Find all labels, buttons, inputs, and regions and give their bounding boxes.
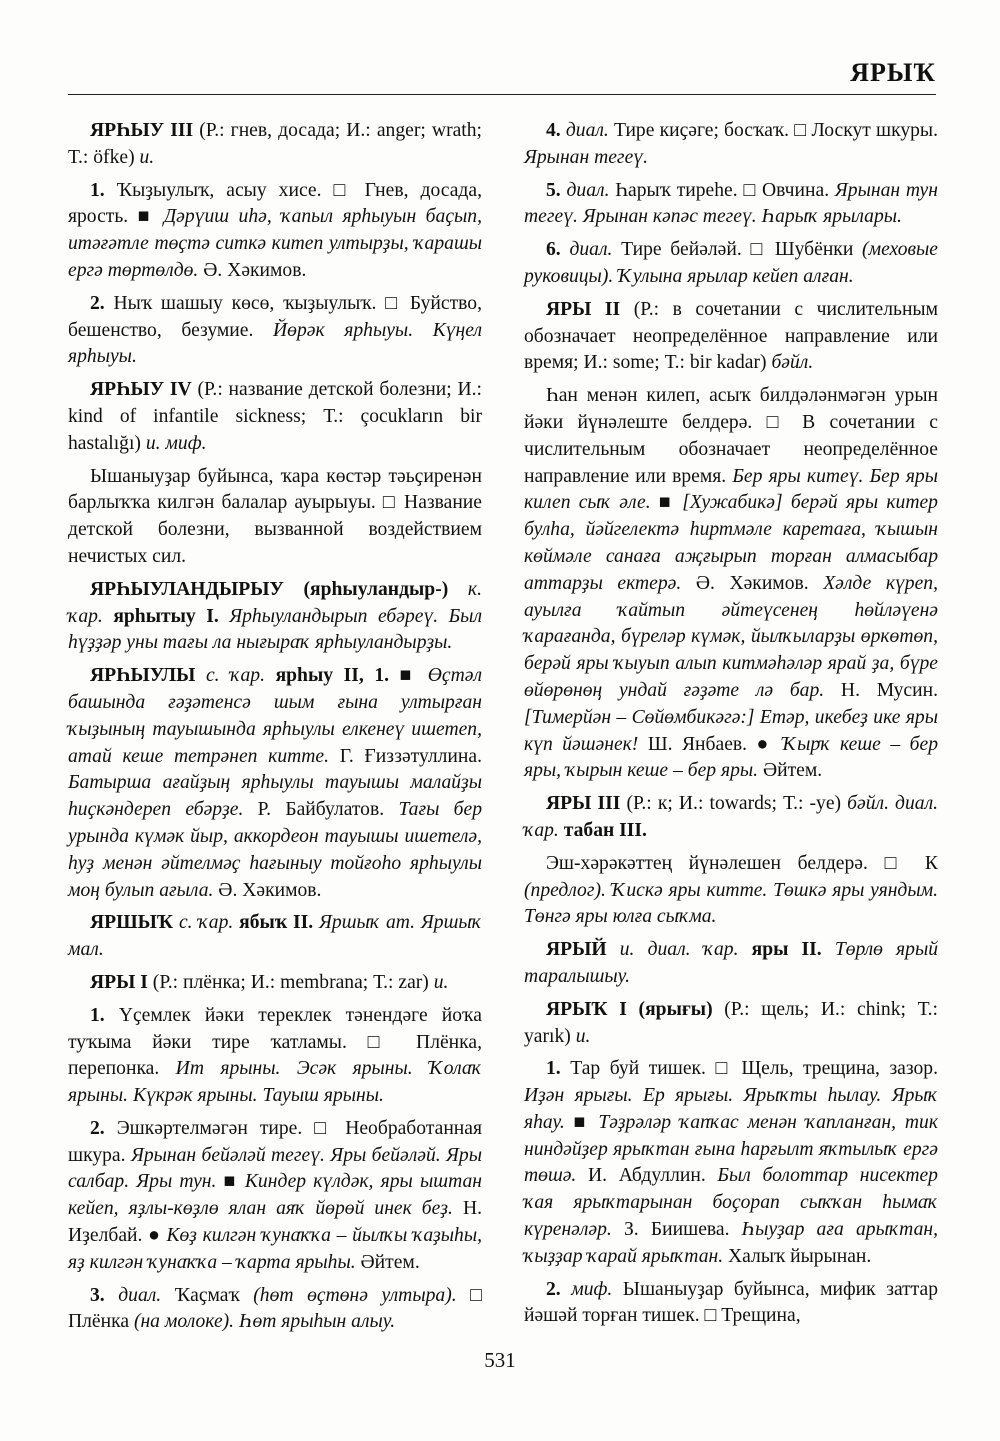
italic-text: Дәрүиш иһә, ҡапыл ярһыуын баҫып, итәғәтле төҫтә ситкә китеп ултырҙы, ҡарашы ергә төртөлдө.: [68, 206, 482, 281]
italic-text: и. диал. ҡар.: [619, 939, 739, 961]
italic-text: миф.: [571, 1278, 613, 1300]
dictionary-paragraph: [68, 910, 482, 964]
entry-text: (Р.: к; И.: towards; Т.: -ye): [620, 793, 848, 815]
dictionary-paragraph: [68, 377, 482, 457]
italic-text: (предлог). Ҡискә яры китте. Төшкә яры уяндым. Төнгә яры юлға сыҡма.: [524, 879, 938, 928]
italic-text: Тәҙрәләр ҡапҡас менән ҡапланған, тик ниндәйҙер ярыҡтан ғына һарғылт яҡтылыҡ ергә төшә.: [524, 1111, 938, 1187]
dictionary-paragraph: [524, 851, 938, 931]
entry-text: Ҡаҫмаҡ: [161, 1284, 254, 1306]
sense-number: 5.: [546, 179, 561, 201]
entry-text: Ныҡ шашыу көсө, ҡыҙыулыҡ. □ Буйство, бешенство, безумие.: [68, 292, 482, 341]
headword: ЯРҺЫУЛАНДЫРЫУ (ярһыуландыр-): [90, 578, 449, 600]
sense-number: 4.: [546, 120, 561, 141]
entry-text: И. Абдуллин.: [576, 1165, 718, 1187]
sense-number: 2.: [90, 292, 105, 314]
sense-number: ябыҡ II.: [239, 912, 314, 934]
italic-text: диал.: [566, 179, 610, 201]
dictionary-paragraph: [68, 118, 482, 172]
dictionary-paragraph: [524, 997, 938, 1051]
italic-text: (меховые руковицы). Ҡулына ярылар кейеп алған.: [524, 239, 938, 287]
italic-text: (на молоке). Һөт ярыһын алыу.: [133, 1311, 396, 1333]
sense-number: 3.: [90, 1284, 105, 1306]
italic-text: Яршыҡ ат. Яршыҡ мал.: [68, 912, 482, 961]
entry-text: Н. Мусин.: [824, 679, 938, 701]
entry-text: Һан менән килеп, асыҡ билдәләнмәгән урын йәки йүнәлеште белдерә. □ В сочетании с числительным обозначает неопределённое направление или время.: [524, 385, 938, 487]
italic-text: Һыуҙар аға арыҡтан, ҡыҙҙар ҡарай ярыҡтан.: [524, 1219, 938, 1267]
italic-text: диал.: [565, 120, 609, 141]
entry-text: (Р.: щель; И.: chink; Т.: yarık): [524, 998, 938, 1047]
entry-text: Ә. Хәкимов.: [681, 572, 824, 594]
italic-text: Иҙән ярығы. Ер ярығы. Ярыҡты һылау. Ярыҡ яһау.: [524, 1085, 938, 1133]
dictionary-paragraph: [68, 178, 482, 285]
entry-text: Ш. Янбаев. ●: [638, 733, 783, 755]
entry-text: Үҫемлек йәки тереклек тәнендәге йоҡа туҡыма йәки тире ҡатламы. □ Плёнка, перепонка.: [68, 1004, 482, 1080]
italic-text: с. ҡар.: [178, 912, 234, 934]
headword: ЯРҺЫУЛЫ: [90, 665, 196, 687]
entry-text: [265, 665, 276, 686]
entry-text: ■: [216, 1171, 245, 1193]
italic-text: Көҙ килгән ҡунаҡҡа – йылҡы ҡаҙыһы, яҙ килгән ҡунаҡҡа – ҡарта ярыһы.: [68, 1225, 482, 1273]
italic-text: Ярынан тун тегеү. Ярынан кәпәс тегеү. Һарыҡ ярылары.: [524, 179, 938, 228]
entry-text: [822, 939, 835, 960]
dictionary-paragraph: [524, 791, 938, 845]
dictionary-paragraph: [68, 970, 482, 997]
italic-text: Ярынан тегеү.: [524, 146, 648, 168]
italic-text: с. ҡар.: [205, 665, 265, 687]
entry-text: [607, 939, 620, 960]
entry-text: [561, 1279, 572, 1300]
sense-number: 6.: [546, 239, 561, 261]
italic-text: (һөт өҫтөнә ултыра).: [253, 1284, 457, 1306]
italic-text: [Хужабикә] берәй яры китер булһа, йәйгелектә һиртмәле каретаға, ҡышын көймәле санаға аҗғырып торған алмасыбар аттарҙы ектерә.: [524, 492, 938, 594]
dictionary-paragraph: [68, 663, 482, 904]
entry-text: Әйтем.: [758, 760, 823, 782]
entry-text: [105, 1285, 119, 1306]
entry-text: [738, 939, 751, 960]
entry-text: [103, 606, 113, 627]
entry-text: (Р.: в сочетании с числительным обозначает неопределённое направление или время; И.: some; Т.: bir kadar): [524, 298, 938, 374]
italic-text: [Тимерйән – Сөйөмбикәгә:] Етәр, икебеҙ ике яры күп йәшәнек!: [524, 706, 938, 755]
sense-number: табан III.: [563, 819, 647, 841]
entry-text: Ышаныуҙар буйынса, мифик заттар йәшәй торған тишек. □ Трещина,: [524, 1278, 938, 1327]
entry-text: ■: [564, 1111, 599, 1133]
headword: ЯРЫЙ: [546, 939, 607, 961]
headword: ЯРЫ I: [90, 971, 148, 993]
entry-text: (Р.: плёнка; И.: membrana; Т.: zar): [147, 971, 434, 993]
italic-text: Өҫтәл башында ғәҙәтенсә шым ғына ултырған ҡыҙының тауышында ярһыулы елкенеү ишетеп, атай кеше тетрәнеп китте.: [68, 665, 482, 767]
entry-text: ■: [650, 492, 683, 514]
dictionary-paragraph: [68, 291, 482, 371]
entry-text: З. Биишева.: [611, 1219, 742, 1241]
entry-text: Тире киҫәге; босҡаҡ. □ Лоскут шкуры.: [608, 120, 938, 141]
page-number: 531: [484, 1348, 516, 1372]
italic-text: диал.: [118, 1284, 162, 1306]
italic-text: и.: [575, 1025, 591, 1047]
headword: ЯРШЫҠ: [90, 912, 174, 934]
headword: ЯРҺЫУ IV: [90, 379, 192, 401]
entry-text: Н. Иҙелбай. ●: [68, 1198, 482, 1247]
dictionary-paragraph: [68, 1283, 482, 1337]
italic-text: диал.: [569, 239, 613, 261]
right-column: [524, 118, 938, 1336]
italic-text: Тағы бер урында күмәк йыр, аккордеон тауышы ишетелә, һуҙ менән әйтелмәҫ һағыныу тойғоһо ярһыулы моң булып ағыла.: [68, 799, 483, 901]
entry-text: Ышаныуҙар буйынса, ҡара көстәр тәьҫиренән барлыҡҡа килгән балалар ауырыуы. □ Название детской болезни, вызванной воздействием нечистых сил.: [68, 465, 482, 567]
headword: ЯРЫҠ I (ярығы): [546, 998, 713, 1020]
sense-number: 2.: [90, 1117, 105, 1139]
dictionary-paragraph: [68, 1116, 482, 1277]
italic-text: бәйл. диал. ҡар.: [524, 793, 939, 841]
dictionary-paragraph: [524, 178, 938, 232]
italic-text: Ит ярыны. Эсәк ярыны. Ҡолаҡ ярыны. Күкрәк ярыны. Тауыш ярыны.: [68, 1058, 482, 1107]
entry-text: Һарыҡ тиреһе. □ Овчина.: [609, 179, 835, 201]
running-head: ЯРЫҠ: [850, 58, 936, 87]
left-column: [68, 118, 482, 1342]
italic-text: Ҡырҡ кеше – бер яры, ҡырын кеше – бер яры.: [524, 733, 938, 782]
entry-text: (Р.: название детской болезни; И.: kind of infantile sickness; Т.: çocukların bir hastalığı): [68, 379, 482, 454]
entry-text: [195, 665, 206, 686]
entry-text: Эшкәртелмәгән тире. □ Необработанная шкура.: [68, 1117, 482, 1166]
italic-text: бәйл.: [771, 352, 814, 374]
italic-text: Киндер күлдәк, яры ыштан кейеп, яҙлы-көҙлө ялан аяҡ йөрөй инек беҙ.: [68, 1171, 482, 1220]
entry-text: Халыҡ йырынан.: [723, 1245, 872, 1267]
entry-text: Г. Ғиззәтуллина.: [329, 745, 483, 767]
sense-number: 1.: [546, 1058, 561, 1080]
italic-text: Ярынан бейәләй тегеү. Яры бейәләй. Яры салбар. Яры тун.: [68, 1144, 482, 1193]
dictionary-paragraph: [68, 1003, 482, 1110]
page-header: [68, 58, 936, 95]
italic-text: Хәлде күреп, ауылға ҡайтып әйтеүсенең һөйләүенә ҡарағанда, бүреләр күмәк, йылҡыларҙы өркөтөп, берәй яры ҡыуып алып китмәһәләр ярай ҙа, бүре өйөрөнөң ундай ғәҙәте лә бар.: [524, 572, 938, 701]
dictionary-paragraph: [524, 1056, 938, 1270]
sense-number: 1.: [90, 1004, 105, 1026]
entry-text: Әйтем.: [355, 1251, 420, 1273]
sense-number: 1.: [90, 179, 105, 201]
headword: ЯРҺЫУ III: [90, 120, 194, 141]
italic-text: и.: [433, 971, 449, 993]
sense-number: ярһыу II, 1.: [275, 665, 390, 687]
entry-text: Тар буй тишек. □ Щель, трещина, зазор.: [560, 1058, 938, 1080]
sense-number: ярһытыу I.: [113, 605, 219, 627]
italic-text: Ярһыуландырып ебәреү. Был һүҙҙәр уны тағы ла нығыраҡ ярһыуландырҙы.: [68, 605, 482, 654]
entry-text: Тире бейәләй. □ Шубёнки: [612, 239, 863, 261]
entry-text: Ҡыҙыулыҡ, асыу хисе. □ Гнев, досада, ярость. ■: [68, 179, 482, 228]
entry-text: [448, 579, 468, 600]
entry-text: Ә. Хәкимов.: [198, 259, 307, 281]
italic-text: к. ҡар.: [68, 578, 482, 627]
sense-number: 2.: [546, 1278, 561, 1300]
headword: ЯРЫ II: [546, 298, 621, 320]
sense-number: яры II.: [751, 939, 822, 961]
dictionary-paragraph: [524, 1277, 938, 1331]
dictionary-paragraph: [524, 118, 938, 172]
dictionary-paragraph: [68, 577, 482, 657]
entry-text: Р. Байбулатов.: [243, 799, 399, 821]
dictionary-paragraph: [524, 237, 938, 291]
entry-text: □ Плёнка: [68, 1284, 482, 1333]
italic-text: Батырша ағайҙың ярһыулы тауышы малайҙы һиҫкәндереп ебәрҙе.: [68, 772, 482, 821]
dictionary-paragraph: [524, 297, 938, 377]
italic-text: Бер яры китеү. Бер яры килеп сыҡ әле.: [524, 465, 938, 514]
entry-text: Эш-хәрәкәттең йүнәлешен белдерә. □ К: [546, 852, 938, 874]
italic-text: Төрлө ярый таралышыу.: [524, 939, 939, 987]
entry-text: [219, 606, 229, 627]
entry-text: (Р.: гнев, досада; И.: anger; wrath; Т.: öfke): [68, 120, 482, 168]
dictionary-paragraph: [524, 383, 938, 785]
entry-text: Ә. Хәкимов.: [213, 879, 322, 901]
headword: ЯРЫ III: [546, 793, 621, 815]
italic-text: и. миф.: [145, 432, 207, 454]
dictionary-paragraph: [524, 937, 938, 991]
italic-text: Йөрәк ярһыуы. Күңел ярһыуы.: [68, 319, 482, 368]
italic-text: Был болоттар нисектер ҡая ярыҡтарынан боҫорап сыҡҡан һымаҡ күренәләр.: [524, 1165, 938, 1241]
dictionary-paragraph: [68, 464, 482, 571]
entry-text: ■: [389, 665, 428, 687]
italic-text: и.: [139, 146, 155, 168]
